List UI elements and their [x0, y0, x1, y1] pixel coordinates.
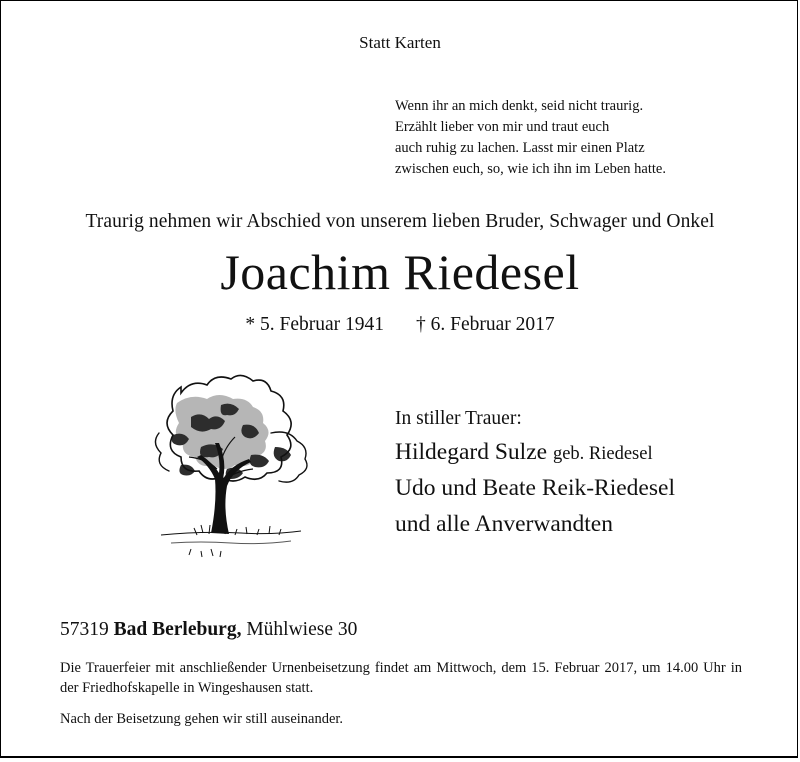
poem-line: zwischen euch, so, wie ich ihn im Leben hatte. [395, 161, 666, 177]
poem-line: Erzählt lieber von mir und traut euch [395, 119, 610, 135]
mourner-name: Hildegard Sulze [395, 439, 548, 465]
mourner-line: und alle Anverwandten [395, 511, 613, 537]
mourner-line [395, 439, 653, 466]
funeral-notice: Die Trauerfeier mit anschließender Urnenbeisetzung findet am Mittwoch, dem 15. Februar 2017, um 14.00 Uhr in der Friedhofskapelle in Wingeshausen statt. [60, 660, 742, 696]
birth-date: * 5. Februar 1941 [245, 314, 384, 335]
header-statt-karten: Statt Karten [359, 33, 441, 52]
deceased-name: Joachim Riedesel [220, 244, 580, 300]
poem-line: auch ruhig zu lachen. Lasst mir einen Platz [395, 140, 645, 156]
address-city: Bad Berleburg, [113, 619, 242, 640]
mourner-birth-name: geb. Riedesel [552, 444, 653, 464]
address [60, 619, 357, 641]
intro-text: Traurig nehmen wir Abschied von unserem lieben Bruder, Schwager und Onkel [85, 211, 715, 232]
closing-notice: Nach der Beisetzung gehen wir still auseinander. [60, 711, 344, 727]
mourner-line: Udo und Beate Reik-Riedesel [395, 475, 675, 501]
address-zip: 57319 [60, 619, 109, 640]
tree-illustration-icon [151, 373, 311, 565]
address-street: Mühlwiese 30 [246, 619, 358, 640]
death-date: † 6. Februar 2017 [416, 314, 555, 335]
poem-line: Wenn ihr an mich denkt, seid nicht traurig. [395, 98, 644, 114]
life-dates [1, 314, 799, 336]
mourners-intro: In stiller Trauer: [395, 408, 522, 429]
poem [395, 96, 666, 180]
